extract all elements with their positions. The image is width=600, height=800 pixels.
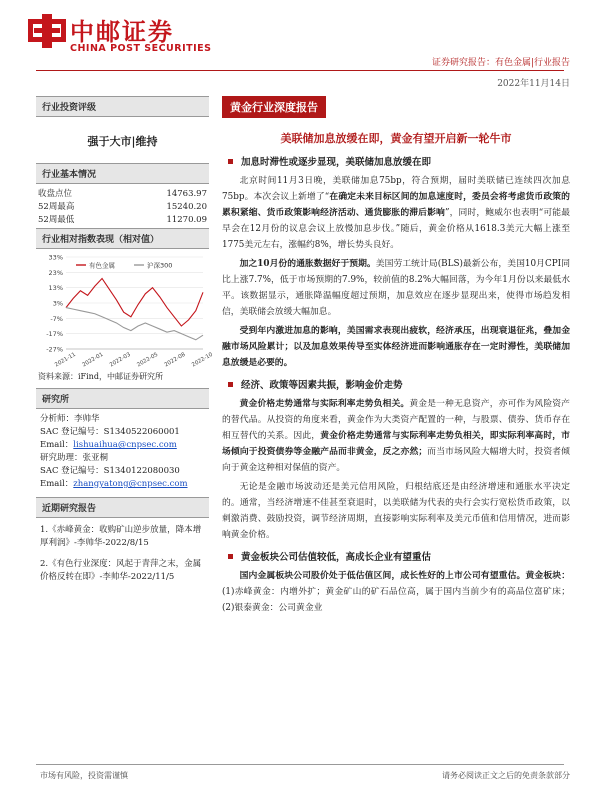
basic-info-value: 11270.09: [166, 215, 207, 225]
analyst-name: 分析师：李帅华: [40, 414, 100, 424]
report-date: 2022年11月14日: [497, 79, 570, 89]
text-run: 黄金是一种无息资产，亦可作为风险资产的替代品。从投资的角度来看，黄金作为大类资产配置的一种，与股票、债券、货币存在相互替代的关系。因此，: [222, 399, 570, 441]
chart-x-tick-label: 2021-11: [54, 351, 77, 369]
text-run: 美国劳工统计局(BLS)最新公布，美国10月CPI同比上涨7.7%，低于市场预期的7.9%，较前值的8.2%大幅回落，为今年1月份以来最低水平。该数据显示，通胀降温幅度超过预期，加息效应在逐步显现出来，使得市场趋发相信，美联储会放缓大幅加息。: [222, 259, 570, 317]
chart-y-tick-label: 33%: [48, 253, 63, 262]
paragraph: [222, 323, 570, 371]
paragraph: [222, 256, 570, 320]
china-post-logo-icon: [28, 14, 66, 48]
chart-y-tick-label: -17%: [46, 330, 63, 339]
section-tag: 黄金行业深度报告: [222, 96, 326, 118]
paragraph: [222, 568, 570, 616]
chart-series-line: [66, 308, 203, 340]
basic-info-key: 52周最高: [38, 202, 75, 212]
analyst-sac: SAC 登记编号：S1340522060001: [40, 427, 180, 437]
rating-label: 行业投资评级: [36, 96, 209, 117]
analyst-label: 研究所: [36, 388, 209, 409]
bullet-square-icon: [228, 382, 233, 387]
assistant-email-row: [36, 478, 209, 491]
chart-series-line: [66, 278, 203, 326]
section-heading-text: 黄金板块公司估值较低，高成长企业有望重估: [241, 552, 432, 563]
chart-y-tick-label: 13%: [48, 284, 63, 293]
text-run-bold: 受到年内激进加息的影响，美国需求表现出疲软，经济承压，出现衰退征兆，叠加金融市场风险累计；以及加息效果传导至实体经济进而影响通胀存在一定时滞性，美联储加息放缓是必要的。: [222, 326, 570, 368]
assistant-email-link[interactable]: zhangyatong@cnpsec.com: [73, 479, 188, 489]
header-divider: [36, 70, 564, 71]
section-heading-text: 加息时滞性或逐步显现，美联储加息放缓在即: [241, 157, 432, 168]
bullet-square-icon: [228, 159, 233, 164]
chart-x-tick-label: 2022-03: [108, 351, 132, 369]
footer-divider: [36, 764, 564, 765]
brand-name-cn: 中邮证券: [70, 18, 174, 46]
assistant-sac: SAC 登记编号：S1340122080030: [40, 466, 180, 476]
bullet-square-icon: [228, 554, 233, 559]
basic-info-row: [36, 214, 209, 227]
text-run-bold: 加之10月份的通胀数据好于预期。: [239, 259, 376, 269]
footer-notice: 请务必阅读正文之后的免责条款部分: [442, 771, 570, 780]
paragraph: [222, 396, 570, 476]
text-run: 而当市场风险大幅增大时，投资者倾向于黄金这种相对保值的资产。: [222, 447, 570, 473]
basic-info-value: 14763.97: [166, 189, 207, 199]
basic-info-key: 收盘点位: [38, 189, 73, 199]
recent-reports-list: [36, 524, 209, 584]
recent-reports-label: 近期研究报告: [36, 497, 209, 518]
chart-y-tick-label: -7%: [50, 314, 63, 323]
main-content: [222, 96, 570, 619]
basic-info-row: [36, 201, 209, 214]
text-run: (1)赤峰黄金：内增外扩；黄金矿山的矿石品位高，属于国内当前少有的高品位富矿床；(2)银泰黄金：公司黄金业: [222, 587, 570, 613]
basic-info-label: 行业基本情况: [36, 163, 209, 184]
chart-x-tick-label: 2022-01: [81, 351, 105, 369]
assistant-name: 研究助理：张亚桐: [40, 453, 109, 463]
doc-type-label: 证券研究报告：有色金属|行业报告: [431, 58, 570, 68]
text-run: ”，同时，鲍威尔也表明“可能最早会在12月份的议息会议上放慢加息步伐。”随后，黄金价格从1618.3美元大幅上涨至1775美元左右，涨幅约8%，增长势头良好。: [222, 208, 570, 250]
basic-info-key: 52周最低: [38, 215, 75, 225]
report-header: [0, 0, 600, 95]
basic-info-value: 15240.20: [166, 202, 207, 212]
brand-name-en: CHINA POST SECURITIES: [70, 43, 212, 54]
analyst-email-link[interactable]: lishuaihua@cnpsec.com: [73, 440, 177, 450]
text-run-bold: 黄金价格走势通常与实际利率走势负相关，即实际利率高时，市场倾向于投资债券等金融产品而非黄金，反之亦然；: [222, 431, 570, 457]
chart-legend-label: 有色金属: [89, 261, 115, 270]
chart-y-tick-label: 23%: [48, 268, 63, 277]
footer-disclaimer: 市场有风险，投资需谨慎: [40, 771, 128, 780]
section-heading: [222, 549, 570, 563]
text-run-bold: 国内金属板块公司股价处于低估值区间，成长性好的上市公司有望重估。黄金板块：: [239, 571, 570, 581]
analyst-email-row: [36, 439, 209, 452]
text-run: 北京时间11月3日晚，美联储加息75bp，符合预期，届时美联储已连续四次加息75bp。本次会议上新增了“: [222, 176, 570, 202]
chart-y-tick-label: 3%: [52, 299, 63, 308]
section-heading: [222, 154, 570, 168]
chart-source: 资料来源：iFind，中邮证券研究所: [38, 372, 163, 381]
chart-legend-label: 沪深300: [147, 261, 173, 270]
section-heading: [222, 377, 570, 391]
relative-index-chart-svg: [36, 251, 214, 369]
section-heading-text: 经济、政策等因素共振，影响金价走势: [241, 380, 403, 391]
basic-info-list: [36, 188, 209, 227]
basic-info-row: [36, 188, 209, 201]
chart-x-tick-label: 2022-10: [191, 351, 214, 369]
report-title: 美联储加息放缓在即，黄金有望开启新一轮牛市: [280, 132, 512, 145]
chart-y-tick-label: -27%: [46, 345, 63, 354]
recent-report-item[interactable]: 1.《赤峰黄金：收购矿山逆步放量，降本增厚利润》-李帅华-2022/8/15: [40, 525, 202, 548]
paragraph: [222, 173, 570, 253]
email-label: Email：: [40, 479, 74, 489]
recent-report-item[interactable]: 2.《有色行业深度：风起于青萍之末，金属价格反转在即》-李帅华-2022/11/5: [40, 559, 202, 582]
rating-value: 强于大市|维持: [87, 135, 158, 148]
sidebar: [36, 96, 214, 584]
relative-index-chart: [36, 251, 214, 369]
chart-x-tick-label: 2022-05: [136, 351, 160, 369]
chart-x-tick-label: 2022-08: [163, 351, 187, 369]
email-label: Email：: [40, 440, 74, 450]
analyst-info: [36, 413, 209, 491]
paragraph: 无论是金融市场波动还是美元信用风险，归根结底还是由经济增速和通胀水平决定的。通常，当经济增速不佳甚至衰退时，以美联储为代表的央行会实行宽松货币政策，以刺激消费、鼓励投资，调节经济周期，直接影响实际利率及美元币值和信用情况，进而影响黄金价格。: [222, 482, 570, 540]
perf-label: 行业相对指数表现（相对值）: [36, 228, 209, 249]
text-run-bold: 在确定未来目标区间的加息速度时，委员会将考虑货币政策的累积紧缩、货币政策影响经济活动、通货膨胀的滞后影响: [222, 192, 570, 218]
text-run-bold: 黄金价格走势通常与实际利率走势负相关。: [239, 399, 410, 409]
